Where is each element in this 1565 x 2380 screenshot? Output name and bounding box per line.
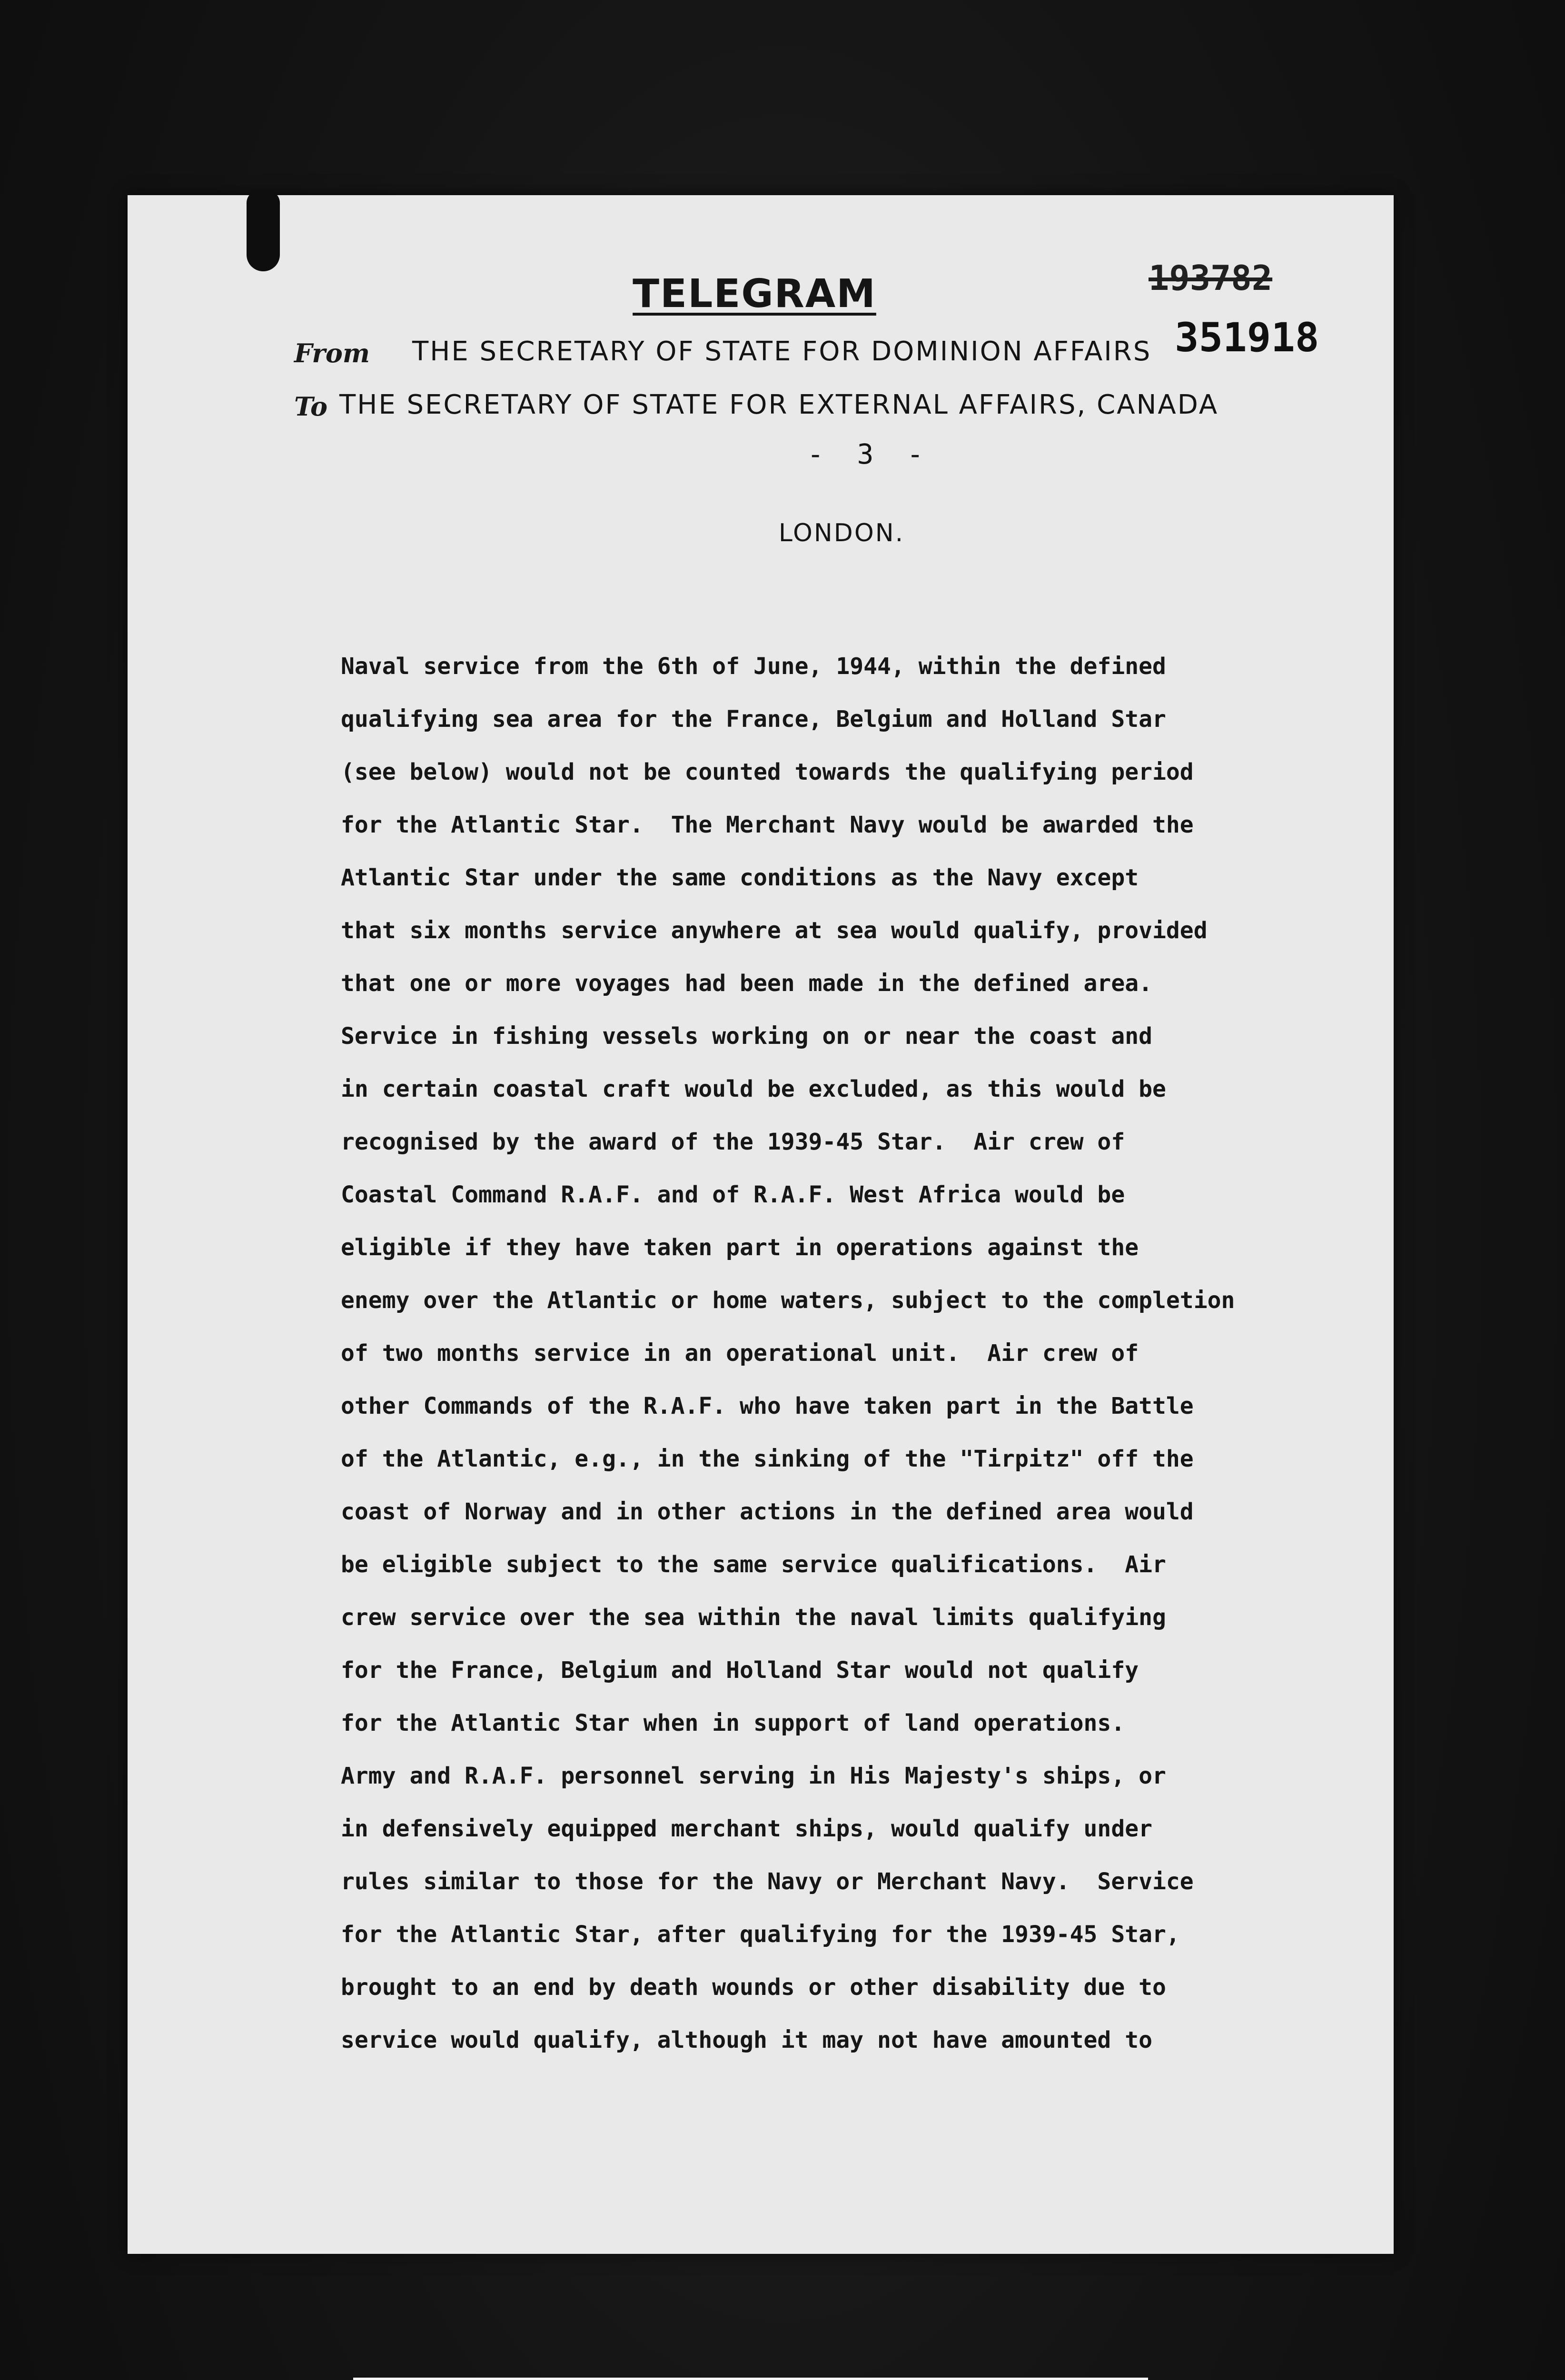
- body-line: that six months service anywhere at sea would qualify, provided: [341, 917, 1208, 944]
- body-line: Service in fishing vessels working on or near the coast and: [341, 1023, 1153, 1050]
- citation-label: [353, 2378, 1148, 2380]
- body-line: qualifying sea area for the France, Belgium and Holland Star: [341, 706, 1166, 733]
- binder-punch-mark: [247, 190, 280, 271]
- telegram-title: TELEGRAM: [633, 271, 876, 317]
- body-line: eligible if they have taken part in operations against the: [341, 1234, 1139, 1261]
- serial-number: 351918: [1175, 314, 1319, 361]
- body-line: of the Atlantic, e.g., in the sinking of the "Tirpitz" off the: [341, 1446, 1194, 1472]
- body-line: (see below) would not be counted towards the qualifying period: [341, 759, 1194, 785]
- body-line: that one or more voyages had been made in the defined area.: [341, 970, 1153, 997]
- body-line: rules similar to those for the Navy or Merchant Navy. Service: [341, 1868, 1194, 1895]
- body-line: for the Atlantic Star when in support of land operations.: [341, 1710, 1125, 1736]
- from-sender: THE SECRETARY OF STATE FOR DOMINION AFFAIRS: [412, 336, 1152, 367]
- to-recipient: THE SECRETARY OF STATE FOR EXTERNAL AFFAIRS, CANADA: [339, 389, 1219, 420]
- body-line: Army and R.A.F. personnel serving in His Majesty's ships, or: [341, 1763, 1166, 1789]
- body-line: for the Atlantic Star, after qualifying for the 1939-45 Star,: [341, 1921, 1180, 1948]
- body-line: other Commands of the R.A.F. who have taken part in the Battle: [341, 1393, 1194, 1419]
- body-line: brought to an end by death wounds or other disability due to: [341, 1974, 1166, 2001]
- place-of-origin: LONDON.: [778, 519, 905, 547]
- body-line: in certain coastal craft would be excluded, as this would be: [341, 1076, 1166, 1102]
- crossed-out-serial-number: 193782: [1149, 258, 1273, 298]
- body-line: coast of Norway and in other actions in the defined area would: [341, 1498, 1194, 1525]
- body-line: Coastal Command R.A.F. and of R.A.F. West Africa would be: [341, 1181, 1125, 1208]
- body-line: for the France, Belgium and Holland Star would not qualify: [341, 1657, 1139, 1684]
- telegram-body: [341, 640, 1393, 2067]
- body-line: Naval service from the 6th of June, 1944, within the defined: [341, 653, 1166, 680]
- body-line: be eligible subject to the same service qualifications. Air: [341, 1551, 1166, 1578]
- page-number: - 3 -: [807, 438, 924, 470]
- body-line: for the Atlantic Star. The Merchant Navy would be awarded the: [341, 812, 1194, 838]
- telegram-page: [128, 195, 1394, 2254]
- body-line: enemy over the Atlantic or home waters, subject to the completion: [341, 1287, 1235, 1314]
- to-label: To: [294, 391, 328, 422]
- body-line: Atlantic Star under the same conditions as the Navy except: [341, 864, 1139, 891]
- body-line: of two months service in an operational unit. Air crew of: [341, 1340, 1139, 1367]
- body-line: crew service over the sea within the naval limits qualifying: [341, 1604, 1166, 1631]
- body-line: in defensively equipped merchant ships, would qualify under: [341, 1815, 1153, 1842]
- from-label: From: [294, 338, 370, 368]
- body-line: service would qualify, although it may not have amounted to: [341, 2027, 1153, 2053]
- body-line: recognised by the award of the 1939-45 Star. Air crew of: [341, 1129, 1125, 1155]
